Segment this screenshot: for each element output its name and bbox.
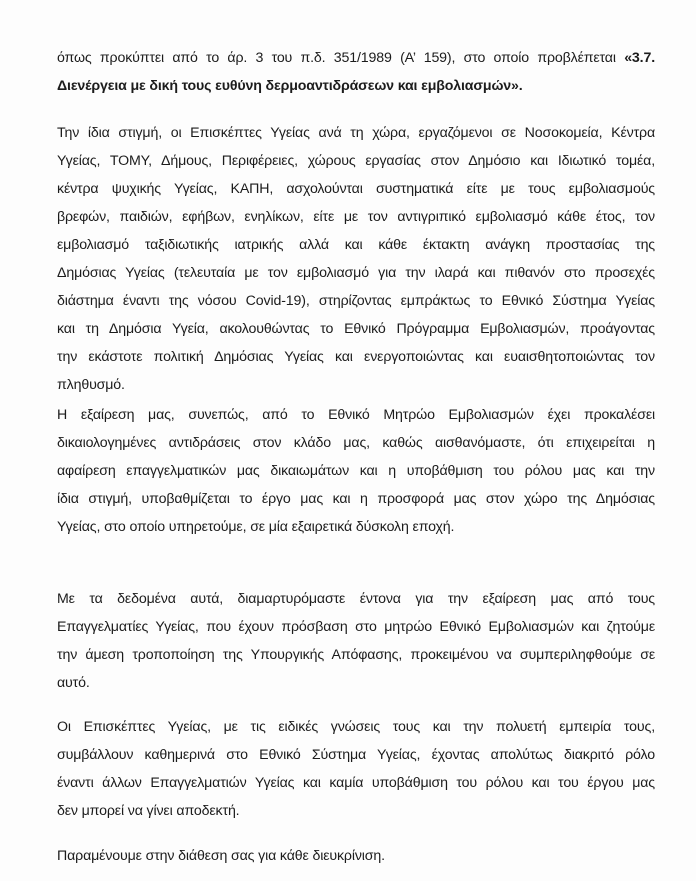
bold-quote-start: «3.7. — [624, 50, 655, 66]
line-text: όπως προκύπτει από το άρ. 3 του π.δ. 351/1989 (Α’ 159), στο οποίο προβλέπεται — [57, 50, 625, 66]
paragraph-closing — [57, 842, 655, 870]
text-line: Οι Επισκέπτες Υγείας, με τις ειδικές γνώσεις τους και την πολυετή εμπειρία τους, — [57, 719, 655, 735]
text-line: Επαγγελματίες Υγείας, που έχουν πρόσβαση στο μητρώο Εθνικό Εμβολιασμών και ζητούμε — [57, 619, 655, 635]
text-line: την εκάστοτε πολιτική Δημόσιας Υγείας και ενεργοποιώντας και ευαισθητοποιώντας τον — [57, 349, 655, 365]
text-line: δεν μπορεί να γίνει αποδεκτή. — [57, 803, 240, 819]
text-line: πληθυσμό. — [57, 377, 125, 393]
bold-quote-end: Διενέργεια με δική τους ευθύνη δερμοαντιδράσεων και εμβολιασμών». — [57, 78, 523, 94]
text-line: ίδια στιγμή, υποβαθμίζεται το έργο μας και η προσφορά μας στον χώρο της Δημόσιας — [57, 491, 655, 507]
text-line: Δημόσιας Υγείας (τελευταία με τον εμβολιασμό για την ιλαρά και πιθανόν στο προσεχές — [57, 265, 655, 281]
text-line: Υγείας, ΤΟΜΥ, Δήμους, Περιφέρειες, χώρους εργασίας στον Δημόσιο και Ιδιωτικό τομέα, — [57, 153, 655, 169]
paragraph-expertise-statement — [57, 713, 655, 825]
text-line: εμβολιασμό ταξιδιωτικής ιατρικής αλλά και κάθε έκτακτη ανάγκη προστασίας της — [57, 237, 655, 253]
text-line: Η εξαίρεση μας, συνεπώς, από το Εθνικό Μητρώο Εμβολιασμών έχει προκαλέσει — [57, 407, 655, 423]
text-line: και τη Δημόσια Υγεία, ακολουθώντας το Εθνικό Πρόγραμμα Εμβολιασμών, προάγοντας — [57, 321, 655, 337]
paragraph-intro-continuation — [57, 44, 655, 100]
paragraph-protest-request — [57, 585, 655, 697]
text-line: Παραμένουμε στην διάθεση σας για κάθε διευκρίνιση. — [57, 848, 385, 864]
text-line: αφαίρεση επαγγελματικών μας δικαιωμάτων και η υποβάθμιση του ρόλου μας και την — [57, 463, 655, 479]
text-line: βρεφών, παιδιών, εφήβων, ενηλίκων, είτε με τον αντιγριπικό εμβολιασμό κάθε έτος, τον — [57, 209, 655, 225]
text-line: έναντι άλλων Επαγγελματιών Υγείας και καμία υποβάθμιση του ρόλου και του έργου μας — [57, 775, 655, 791]
text-line: διάστημα έναντι της νόσου Covid-19), στηρίζοντας εμπράκτως το Εθνικό Σύστημα Υγείας — [57, 293, 655, 309]
text-line: κέντρα ψυχικής Υγείας, ΚΑΠΗ, ασχολούνται συστηματικά είτε με τους εμβολιασμούς — [57, 181, 655, 197]
text-line: Υγείας, στο οποίο υπηρετούμε, σε μία εξαιρετικά δύσκολη εποχή. — [57, 519, 455, 535]
text-line: δικαιολογημένες αντιδράσεις στον κλάδο μας, καθώς αισθανόμαστε, ότι επιχειρείται η — [57, 435, 655, 451]
text-line: Με τα δεδομένα αυτά, διαμαρτυρόμαστε έντονα για την εξαίρεση μας από τους — [57, 591, 655, 607]
text-line: συμβάλλουν καθημερινά στο Εθνικό Σύστημα Υγείας, έχοντας απολύτως διακριτό ρόλο — [57, 747, 655, 763]
text-line: αυτό. — [57, 675, 90, 691]
text-line: την άμεση τροποποίηση της Υπουργικής Απόφασης, προκειμένου να συμπεριληφθούμε σε — [57, 647, 655, 663]
paragraph-exclusion-reaction — [57, 401, 655, 541]
text-line — [57, 44, 655, 72]
text-line — [57, 72, 655, 100]
paragraph-health-visitors-role — [57, 119, 655, 399]
text-line: Την ίδια στιγμή, οι Επισκέπτες Υγείας ανά τη χώρα, εργαζόμενοι σε Νοσοκομεία, Κέντρα — [57, 125, 655, 141]
